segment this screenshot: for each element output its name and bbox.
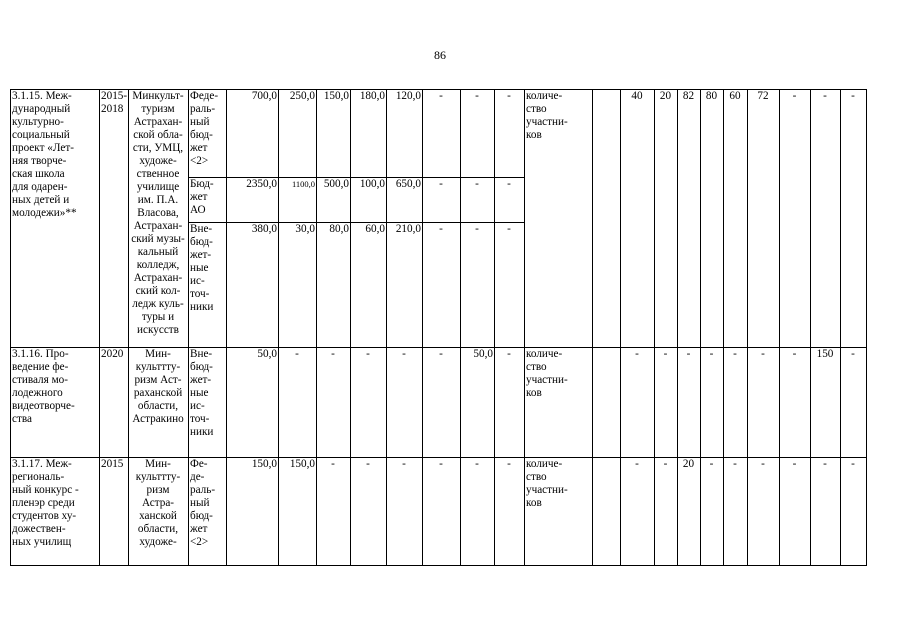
activity-executors: Минкульт- туризм Астрахан- ской обла- сти, УМЦ, художе- ственное училище им. П.А. Власова, Астрахан- ский музы- кальный колледж, Астрахан- ский кол- ледж куль- туры и искусств — [131, 90, 185, 336]
grid-line — [840, 457, 841, 566]
indicator-value: 20 — [659, 90, 672, 102]
grid-line — [677, 457, 678, 566]
grid-line — [723, 347, 724, 458]
funding-amount: 150,0 — [289, 458, 315, 470]
grid-line — [747, 89, 748, 348]
funding-amount: - — [366, 458, 370, 470]
funding-amount: - — [507, 90, 511, 102]
grid-line — [386, 347, 387, 458]
indicator-value: 20 — [682, 458, 695, 470]
grid-line — [10, 89, 866, 90]
indicator-name: количе- ство участни- ков — [526, 458, 568, 509]
indicator-value: 80 — [705, 90, 718, 102]
indicator-value: - — [851, 458, 855, 470]
funding-amount: 210,0 — [395, 223, 421, 235]
activity-executors: Мин- культтту- ризм Аст- раханской области, Астракино — [132, 348, 184, 425]
grid-line — [99, 457, 100, 566]
grid-line — [10, 457, 866, 458]
grid-line — [840, 89, 841, 348]
indicator-value: - — [663, 348, 668, 360]
grid-line — [188, 89, 189, 348]
indicator-value: - — [709, 348, 714, 360]
grid-line — [350, 347, 351, 458]
indicator-name: количе- ство участни- ков — [526, 348, 568, 399]
grid-line — [99, 89, 100, 348]
grid-line — [494, 457, 495, 566]
grid-line — [866, 89, 867, 348]
funding-amount: - — [366, 348, 370, 360]
grid-line — [677, 89, 678, 348]
grid-line — [810, 457, 811, 566]
funding-amount: - — [439, 223, 443, 235]
grid-line — [494, 347, 495, 458]
grid-line — [866, 347, 867, 458]
activity-years: 2020 — [101, 348, 124, 360]
grid-line — [350, 89, 351, 348]
activity-years: 2015- 2018 — [101, 90, 128, 115]
grid-line — [128, 457, 129, 566]
grid-line — [386, 89, 387, 348]
grid-line — [422, 457, 423, 566]
indicator-value: 82 — [682, 90, 695, 102]
indicator-value: - — [823, 458, 827, 470]
funding-amount: - — [439, 458, 443, 470]
funding-amount: 250,0 — [289, 90, 315, 102]
grid-line — [10, 347, 11, 458]
activity-executors: Мин- культтту- ризм Астра- ханской области, художе- — [135, 458, 181, 548]
indicator-value: - — [792, 348, 797, 360]
grid-line — [128, 89, 129, 348]
funding-amount: - — [439, 90, 443, 102]
funding-amount: 50,0 — [473, 348, 493, 360]
grid-line — [494, 89, 495, 348]
indicator-value: - — [823, 90, 827, 102]
grid-line — [723, 457, 724, 566]
grid-line — [654, 347, 655, 458]
grid-line — [840, 347, 841, 458]
funding-amount: - — [475, 178, 479, 190]
grid-line — [10, 457, 11, 566]
funding-amount: - — [295, 348, 299, 360]
grid-line — [810, 347, 811, 458]
activity-name: 3.1.15. Меж- дународный культурно- социальный проект «Лет- няя творче- ская школа для одарен- ных детей и молодежи»** — [12, 90, 77, 219]
funding-amount: 700,0 — [251, 90, 277, 102]
grid-line — [10, 565, 866, 566]
funding-amount: 500,0 — [323, 178, 349, 190]
funding-source: Феде- раль- ный бюд- жет <2> — [190, 90, 219, 167]
grid-line — [620, 89, 621, 348]
indicator-value: - — [761, 348, 765, 360]
grid-line — [747, 347, 748, 458]
grid-line — [524, 347, 525, 458]
grid-line — [188, 347, 189, 458]
indicator-value: 72 — [757, 90, 769, 102]
grid-line — [188, 222, 524, 223]
indicator-value: - — [733, 458, 737, 470]
indicator-name: количе- ство участни- ков — [526, 90, 568, 141]
grid-line — [866, 457, 867, 566]
indicator-value: - — [792, 458, 797, 470]
funding-amount: 380,0 — [251, 223, 277, 235]
funding-amount: - — [402, 348, 406, 360]
grid-line — [226, 89, 227, 348]
grid-line — [460, 457, 461, 566]
indicator-value: - — [686, 348, 691, 360]
funding-amount: 150,0 — [251, 458, 277, 470]
indicator-value: 150 — [816, 348, 834, 360]
funding-source: Фе- де- раль- ный бюд- жет <2> — [190, 458, 216, 548]
grid-line — [316, 457, 317, 566]
funding-amount: - — [331, 458, 335, 470]
indicator-value: - — [635, 458, 639, 470]
grid-line — [278, 457, 279, 566]
funding-amount: - — [439, 178, 443, 190]
funding-amount: - — [507, 458, 511, 470]
indicator-value: - — [851, 90, 855, 102]
funding-amount: 180,0 — [359, 90, 385, 102]
grid-line — [10, 89, 11, 348]
funding-amount: - — [331, 348, 335, 360]
funding-amount: 650,0 — [395, 178, 421, 190]
page-number: 86 — [434, 48, 446, 62]
funding-source: Бюд- жет АО — [190, 178, 214, 216]
funding-amount: - — [507, 223, 511, 235]
grid-line — [386, 457, 387, 566]
grid-line — [592, 347, 593, 458]
indicator-value: - — [635, 348, 639, 360]
funding-amount: - — [507, 348, 511, 360]
grid-line — [10, 347, 866, 348]
grid-line — [278, 347, 279, 458]
grid-line — [524, 89, 525, 348]
funding-amount: 50,0 — [257, 348, 277, 360]
budget-table — [10, 89, 866, 565]
grid-line — [723, 89, 724, 348]
funding-amount: - — [475, 223, 479, 235]
activity-name: 3.1.16. Про- ведение фе- стиваля мо- лодежного видеотворче- ства — [12, 348, 75, 425]
funding-amount: - — [402, 458, 406, 470]
indicator-value: - — [851, 348, 855, 360]
grid-line — [810, 89, 811, 348]
grid-line — [422, 89, 423, 348]
funding-amount: - — [507, 178, 511, 190]
grid-line — [350, 457, 351, 566]
grid-line — [747, 457, 748, 566]
funding-source: Вне- бюд- жет- ные ис- точ- ники — [190, 223, 214, 313]
indicator-value: - — [709, 458, 714, 470]
indicator-value: - — [663, 458, 668, 470]
grid-line — [700, 89, 701, 348]
indicator-value: - — [792, 90, 797, 102]
funding-amount: 2350,0 — [246, 178, 277, 190]
grid-line — [779, 347, 780, 458]
funding-amount: - — [475, 90, 479, 102]
grid-line — [460, 347, 461, 458]
grid-line — [316, 347, 317, 458]
grid-line — [188, 177, 524, 178]
grid-line — [620, 347, 621, 458]
funding-source: Вне- бюд- жет- ные ис- точ- ники — [190, 348, 214, 438]
indicator-value: 60 — [729, 90, 741, 102]
grid-line — [226, 457, 227, 566]
activity-name: 3.1.17. Меж- региональ- ный конкурс - пленэр среди студентов ху- дожествен- ных училищ — [12, 458, 79, 548]
grid-line — [278, 89, 279, 348]
grid-line — [620, 457, 621, 566]
indicator-value: 40 — [631, 90, 643, 102]
grid-line — [677, 347, 678, 458]
grid-line — [226, 347, 227, 458]
grid-line — [422, 347, 423, 458]
grid-line — [779, 457, 780, 566]
grid-line — [460, 89, 461, 348]
grid-line — [524, 457, 525, 566]
indicator-value: - — [761, 458, 765, 470]
funding-amount: 80,0 — [329, 223, 349, 235]
indicator-value: - — [733, 348, 737, 360]
grid-line — [700, 457, 701, 566]
grid-line — [188, 457, 189, 566]
grid-line — [700, 347, 701, 458]
grid-line — [592, 457, 593, 566]
funding-amount: 1100,0 — [291, 179, 315, 189]
funding-amount: 60,0 — [365, 223, 385, 235]
grid-line — [654, 89, 655, 348]
funding-amount: 120,0 — [395, 90, 421, 102]
grid-line — [779, 89, 780, 348]
grid-line — [99, 347, 100, 458]
grid-line — [654, 457, 655, 566]
funding-amount: 100,0 — [359, 178, 385, 190]
funding-amount: 150,0 — [323, 90, 349, 102]
funding-amount: - — [475, 458, 479, 470]
grid-line — [316, 89, 317, 348]
activity-years: 2015 — [101, 458, 124, 470]
funding-amount: - — [439, 348, 443, 360]
funding-amount: 30,0 — [295, 223, 315, 235]
grid-line — [592, 89, 593, 348]
grid-line — [128, 347, 129, 458]
